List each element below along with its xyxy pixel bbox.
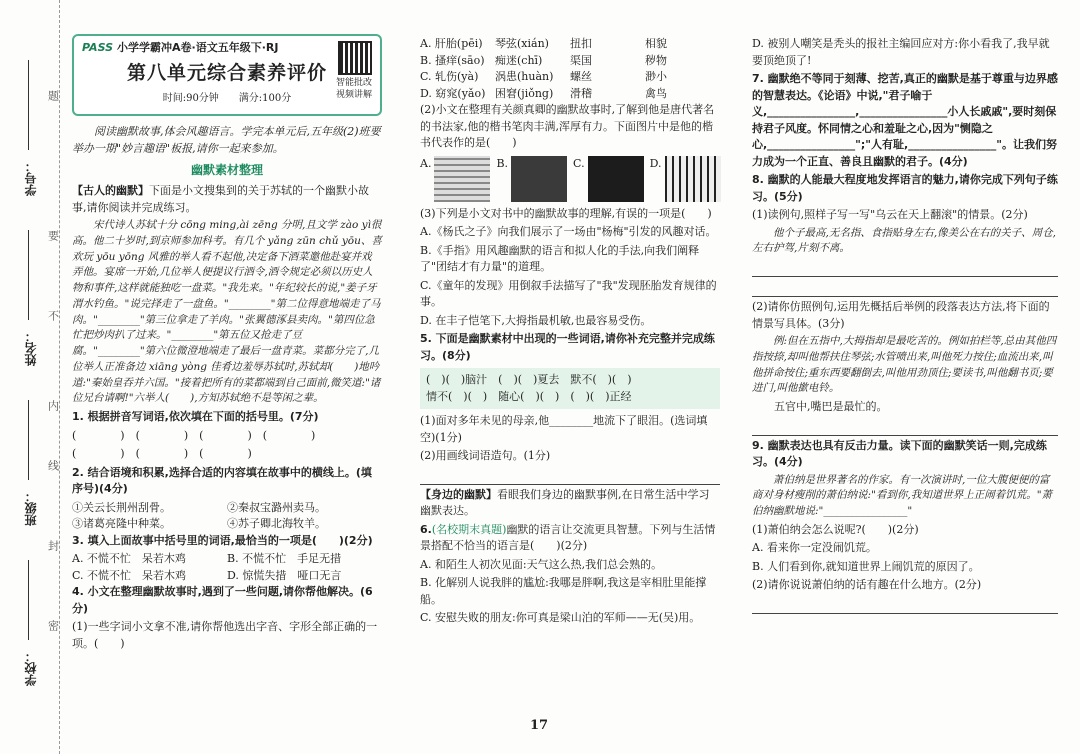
- option[interactable]: A. 和陌生人初次见面:天气这么热,我们总会熟的。: [420, 557, 663, 571]
- example-text: 他个子最高,无名指、食指贴身左右,像美公在右的关子、周仓,左右护驾,片刻不离。: [752, 226, 1057, 255]
- binding-margin: [0, 0, 60, 754]
- calligraphy-options: [420, 156, 720, 202]
- option-row[interactable]: [420, 69, 720, 86]
- option-cell: B. 搔痒(sāo): [420, 53, 485, 67]
- option-cell: 扭扣: [570, 37, 592, 50]
- answer-line[interactable]: [752, 259, 1058, 277]
- question-1: 1. 根据拼音写词语,依次填在下面的括号里。(7分): [72, 410, 319, 423]
- options: [72, 551, 382, 584]
- title-header: [72, 34, 382, 116]
- answer-line[interactable]: [420, 467, 720, 485]
- example-text: 例:但在五指中,大拇指却是最吃苦的。例如拍栏等,总由其他四指按捺,却叫他帮扶住琴弦;水管喷出来,叫他死力按住;血流出来,叫他拼命按住;重东西要翻倒去,叫他用劲顶住;要读书,叫他翻书页;要进门,叫他撳电铃。: [752, 335, 1057, 395]
- option[interactable]: D. 在丰子恺笔下,大拇指最机敏,也最容易受伤。: [420, 313, 652, 327]
- section-title: 幽默素材整理: [190, 163, 263, 177]
- option[interactable]: C.《童年的发现》用倒叙手法描写了"我"发现胚胎发育规律的事。: [420, 278, 717, 308]
- student-id-label: 学号：: [24, 160, 38, 196]
- sub-question: (3)下列是小文对书中的幽默故事的理解,有误的一项是( ): [420, 206, 712, 220]
- brand-line: [82, 40, 372, 57]
- option[interactable]: ①关云长荆州刮骨。: [72, 500, 171, 514]
- option[interactable]: ②秦叔宝潞州卖马。: [227, 500, 326, 514]
- option[interactable]: B. 人们看到你,就知道世界上闹饥荒的原因了。: [752, 559, 980, 573]
- story-text: 宋代诗人苏轼十分 cōng ming,ài zēng 分明,且文学 zào yì很高。他二十岁时,到京师参加科考。有几个 yǎng zūn chǔ yōu、喜欢玩 yōu yōng 风雅的举人看不起他,决定备下酒菜邀他赴宴并戏弄他。宴席一开始,几位举人便提议行酒令,酒令规定必须以历史人物和事件,这样就能独吃一盘菜。"我先来。"年纪较长的说,"姜子牙渭水钓鱼。"说完择走了一盘鱼。"________"第二位得意地端走了马肉。"________"第三位拿走了羊肉。"张翼德涿县卖肉。"第四位急忙把炒肉扒了过来。"________"第五位又抢走了豆腐。"________"第六位微澄地端走了最后一盘青菜。菜都分完了,几位举人正准备边 xiāng yòng 佳肴边羞辱苏轼时,苏轼却( )地吟道:"秦始皇吞并六国。"接着把所有的菜都端到自己面前,微笑道:"诸位兄台请啊!"六举人( ),方知苏轼绝不是等闲之辈。: [72, 219, 382, 405]
- sub-question: (1)萧伯纳会怎么说呢?( )(2分): [752, 522, 919, 536]
- question-4: 4. 小文在整理幽默故事时,遇到了一些问题,请你帮他解决。(6分): [72, 585, 373, 615]
- options: [72, 500, 382, 533]
- option-cell: D. 窈窕(yǎo): [420, 86, 486, 100]
- section-tag: 【古人的幽默】: [72, 184, 149, 197]
- calligraphy-option[interactable]: [496, 156, 567, 202]
- intro-text: 阅读幽默故事,体会风趣语言。学完本单元后,五年级(2)班要举办一期"妙言趣语"板报,请你一起来参加。: [72, 125, 381, 155]
- seal-char: 要: [46, 230, 60, 241]
- qr-caption: 智能批改 视频讲解: [335, 78, 372, 100]
- lead-text: 看眼我们身边的幽默事例,在日常生活中学习幽默表达。: [420, 487, 710, 517]
- option[interactable]: B.《手指》用风趣幽默的语言和拟人化的手法,向我们阐释了"团结才有力量"的道理。: [420, 243, 700, 273]
- option-cell: A. 肝胎(pēi): [420, 37, 483, 50]
- option-cell: 渠国: [570, 53, 592, 67]
- question-9: 9. 幽默表达也具有反击力量。读下面的幽默笑话一则,完成练习。(4分): [752, 438, 1047, 468]
- sub-question: (2)请你仿照例句,运用先概括后举例的段落表达方法,将下面的情景写具体。(3分): [752, 300, 1050, 330]
- question-7: 7. 幽默绝不等同于刻薄、挖苦,真正的幽默是基于尊重与边界感的智慧表达。《论语》中说,"君子喻于义,________________,________________小人长戚戚",要时刻保持君子风度。怀同情之心和羞耻之心,因为"恻隐之心,________________";"人有耻,________________"。让我们努力成为一个正直、善良且幽默的君子。(4分): [752, 72, 1058, 168]
- option-cell: 困窘(jiǒng): [495, 86, 554, 100]
- option-cell: 涡患(huàn): [495, 70, 554, 83]
- lead-text: 下面是小文搜集到的关于苏轼的一个幽默小故事,请你阅读并完成练习。: [72, 184, 369, 214]
- option[interactable]: C. 不慌不忙 呆若木鸡: [72, 568, 187, 582]
- column-2: [420, 36, 720, 629]
- exam-badge: (名校期末真题): [431, 522, 507, 536]
- option-cell: 禽鸟: [645, 86, 667, 100]
- question-3: 3. 填入上面故事中括号里的词语,最恰当的一项是( )(2分): [72, 533, 373, 547]
- option[interactable]: ③诸葛亮隆中种菜。: [72, 517, 171, 530]
- page-title: 第八单元综合素养评价: [126, 61, 327, 84]
- class-blank[interactable]: [28, 400, 29, 480]
- name-label: 姓名：: [24, 330, 38, 366]
- prompt-text: 五官中,嘴巴是最忙的。: [774, 400, 888, 413]
- page-number: 17: [530, 718, 549, 733]
- answer-line[interactable]: [752, 418, 1058, 436]
- brand-text: 小学学霸冲A卷·语文五年级下·RJ: [117, 41, 279, 54]
- option[interactable]: B. 不慌不忙 手足无措: [227, 552, 342, 565]
- calligraphy-option[interactable]: [420, 156, 490, 202]
- option[interactable]: C. 安慰失败的朋友:你可真是梁山泊的军师——无(吴)用。: [420, 611, 701, 624]
- question-6: [420, 522, 720, 555]
- exam-meta: 时间:90分钟 满分:100分: [162, 93, 292, 104]
- column-1: [72, 34, 382, 654]
- around-lead: [420, 487, 720, 520]
- option-cell: 滑稽: [570, 86, 592, 100]
- vocab-row[interactable]: 情不( )( ) 随心( )( ) ( )( )正经: [426, 389, 632, 403]
- sub-question: (1)读例句,照样子写一写"乌云在天上翻滚"的情景。(2分): [752, 208, 1028, 221]
- vocab-row[interactable]: ( )( )脑汁 ( )( )夏去 默不( )( ): [426, 373, 632, 386]
- calligraphy-image: [588, 156, 644, 202]
- question-5: 5. 下面是幽默素材中出现的一些词语,请你补充完整并完成练习。(8分): [420, 332, 715, 362]
- answer-blanks[interactable]: ( ) ( ) ( ): [72, 447, 252, 460]
- option[interactable]: ④苏子卿北海牧羊。: [227, 517, 326, 530]
- school-label: 学校：: [24, 650, 38, 686]
- question-2: 2. 结合语境和积累,选择合适的内容填在故事中的横线上。(填序号)(4分): [72, 465, 372, 495]
- class-label: 班级：: [24, 490, 38, 526]
- calligraphy-image: [511, 156, 567, 202]
- question-number: 6.: [420, 522, 432, 536]
- vocab-box: [420, 368, 720, 409]
- calligraphy-image: [665, 156, 721, 202]
- option-cell: 琴弦(xián): [495, 37, 549, 50]
- option[interactable]: B. 化解别人说我胖的尴尬:我哪是胖啊,我这是宰相肚里能撑船。: [420, 576, 707, 606]
- option[interactable]: D. 被别人嘲笑是秃头的报社主编回应对方:你小看我了,我早就要顶绝顶了!: [752, 37, 1050, 67]
- option-row[interactable]: [420, 86, 720, 103]
- pass-logo: PASS: [82, 41, 114, 54]
- ancient-lead: [72, 183, 382, 216]
- option[interactable]: A.《杨氏之子》向我们展示了一场由"杨梅"引发的风趣对话。: [420, 225, 717, 238]
- option-letter: C.: [573, 156, 585, 170]
- calligraphy-option[interactable]: [573, 156, 644, 202]
- answer-line[interactable]: [752, 596, 1058, 614]
- calligraphy-image: [434, 156, 490, 202]
- sub-question: (2)请你说说萧伯纳的话有趣在什么地方。(2分): [752, 578, 982, 592]
- option-cell: C. 轧伤(yà): [420, 70, 479, 83]
- option-letter: B.: [496, 156, 509, 170]
- seal-char: 密: [46, 620, 60, 631]
- answer-line[interactable]: [752, 279, 1058, 297]
- option-cell: 螺丝: [570, 70, 592, 83]
- option-row[interactable]: [420, 36, 720, 53]
- qr-code-icon[interactable]: [338, 41, 372, 75]
- sub-question: (2)用画线词语造句。(1分): [420, 449, 551, 462]
- story-text: 萧伯纳是世界著名的作家。有一次演讲时,一位大腹便便的富商对身材瘦削的萧伯纳说:"看到你,我知道世界上正闹着饥荒。"萧伯纳幽默地说:"________________": [752, 473, 1053, 517]
- badge-text: 名校期末真题: [436, 522, 503, 536]
- seal-char: 线: [46, 460, 60, 471]
- option-letter: D.: [649, 156, 662, 170]
- name-blank[interactable]: [28, 230, 29, 320]
- column-3: [752, 36, 1058, 616]
- sub-question: (2)小文在整理有关颜真卿的幽默故事时,了解到他是唐代著名的书法家,他的楷书笔肉丰满,浑厚有力。下面图片中是他的楷书代表作的是( ): [420, 103, 715, 149]
- seal-char: 封: [46, 540, 60, 551]
- option-cell: 渺小: [645, 70, 667, 83]
- option-cell: 相貌: [645, 37, 667, 50]
- option[interactable]: D. 惊慌失措 哑口无言: [227, 568, 342, 582]
- option-row[interactable]: [420, 53, 720, 70]
- question-8: 8. 幽默的人能最大程度地发挥语言的魅力,请你完成下列句子练习。(5分): [752, 173, 1058, 203]
- option-letter: A.: [420, 156, 432, 170]
- section-tag: 【身边的幽默】: [420, 487, 497, 501]
- seal-char: 内: [46, 400, 60, 411]
- seal-char: 题: [46, 90, 60, 101]
- question-text: 幽默的语言让交流更具智慧。下列与生活情景搭配不恰当的语言是( )(2分): [420, 522, 716, 552]
- school-blank[interactable]: [28, 560, 29, 640]
- option[interactable]: A. 看来你一定没闹饥荒。: [752, 541, 877, 555]
- option-cell: 秽物: [645, 53, 667, 67]
- option[interactable]: A. 不慌不忙 呆若木鸡: [72, 552, 186, 565]
- student-id-blank[interactable]: [28, 60, 29, 150]
- calligraphy-option[interactable]: [650, 156, 721, 202]
- answer-blanks[interactable]: ( ) ( ) ( ) ( ): [72, 428, 316, 442]
- sub-question: (1)一些字词小文拿不准,请你帮他选出字音、字形全部正确的一项。( ): [72, 620, 378, 650]
- option-cell: 痴迷(chī): [495, 53, 543, 67]
- seal-char: 不: [46, 310, 60, 321]
- sub-question: (1)面对多年未见的母亲,他________地流下了眼泪。(选词填空)(1分): [420, 414, 708, 444]
